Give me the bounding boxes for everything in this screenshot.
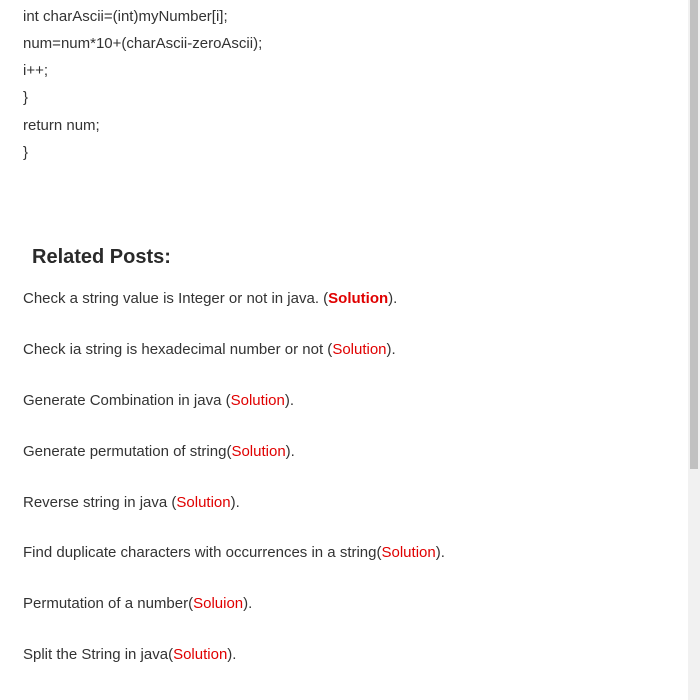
code-line: } bbox=[23, 89, 29, 106]
code-line: int charAscii=(int)myNumber[i]; bbox=[23, 8, 228, 25]
related-post-text: Check ia string is hexadecimal number or not ( bbox=[23, 341, 333, 358]
page-scrollbar[interactable] bbox=[688, 0, 700, 700]
related-post-suffix: ). bbox=[243, 595, 253, 612]
solution-link[interactable]: Solution bbox=[332, 341, 387, 358]
related-post-text: Find duplicate characters with occurrences in a string( bbox=[23, 544, 382, 561]
solution-link[interactable]: Solution bbox=[176, 494, 231, 511]
related-post-suffix: ). bbox=[230, 494, 240, 511]
scrollbar-thumb[interactable] bbox=[690, 0, 698, 469]
solution-link[interactable]: Solution bbox=[173, 646, 228, 663]
code-line: i++; bbox=[23, 62, 49, 79]
related-post-text: Generate Combination in java ( bbox=[23, 392, 231, 409]
related-post-text: Check a string value is Integer or not in java. ( bbox=[23, 290, 329, 307]
related-post-text: Reverse string in java ( bbox=[23, 494, 177, 511]
solution-link[interactable]: Solution bbox=[231, 443, 286, 460]
related-post-suffix: ). bbox=[435, 544, 445, 561]
related-posts-heading: Related Posts: bbox=[32, 246, 171, 268]
related-post-item bbox=[23, 543, 445, 563]
solution-link[interactable]: Solution bbox=[328, 290, 389, 307]
related-post-item bbox=[23, 493, 240, 513]
related-post-suffix: ). bbox=[227, 646, 237, 663]
related-post-suffix: ). bbox=[285, 443, 295, 460]
solution-link[interactable]: Soluion bbox=[193, 595, 244, 612]
related-post-text: Generate permutation of string( bbox=[23, 443, 232, 460]
related-post-text: Permutation of a number( bbox=[23, 595, 194, 612]
related-post-suffix: ). bbox=[284, 392, 295, 409]
related-post-item bbox=[23, 645, 236, 665]
code-line: } bbox=[23, 144, 29, 161]
related-post-text: Split the String in java( bbox=[23, 646, 174, 663]
solution-link[interactable]: Solution bbox=[230, 392, 285, 409]
related-post-item bbox=[23, 340, 396, 360]
related-post-item bbox=[23, 289, 397, 309]
related-post-item bbox=[23, 442, 295, 462]
related-post-suffix: ). bbox=[386, 341, 396, 358]
code-line: num=num*10+(charAscii-zeroAscii); bbox=[23, 35, 263, 52]
related-post-item bbox=[23, 391, 294, 411]
code-line: return num; bbox=[23, 117, 100, 134]
related-post-suffix: ). bbox=[388, 290, 398, 307]
related-post-item bbox=[23, 594, 252, 614]
solution-link[interactable]: Solution bbox=[381, 544, 436, 561]
